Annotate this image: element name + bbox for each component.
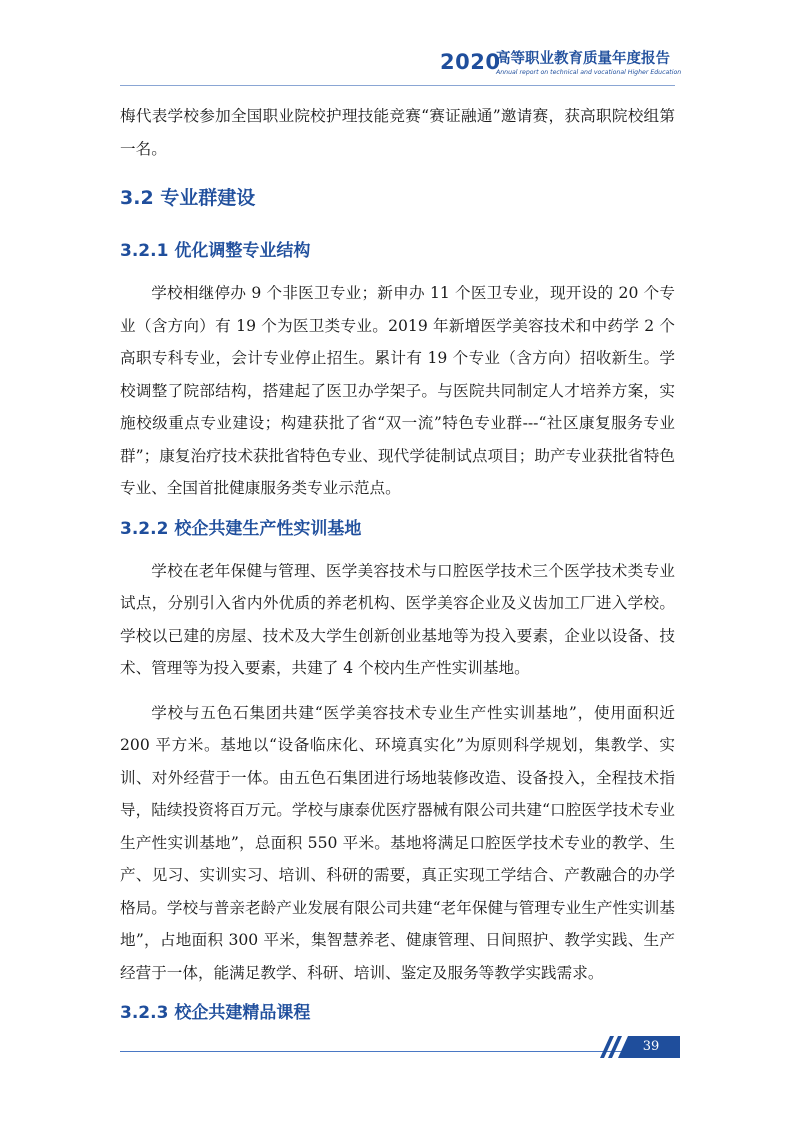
header-title: 高等职业教育质量年度报告 — [496, 51, 670, 67]
intro-paragraph: 梅代表学校参加全国职业院校护理技能竞赛“赛证融通”邀请赛，获高职院校组第一名。 — [120, 107, 675, 158]
subsection-heading-3-2-1: 3.2.1 优化调整专业结构 — [120, 241, 311, 261]
page-number: 39 — [642, 1039, 660, 1054]
subsection-heading-3-2-2: 3.2.2 校企共建生产性实训基地 — [120, 518, 362, 539]
paragraph-3-2-2-b: 学校与五色石集团共建“医学美容技术专业生产性实训基地”，使用面积近 200 平方米。基地以“设备临床化、环境真实化”为原则科学规划，集教学、实训、对外经营于一体。由五色石集团进行场地装修改造、设备投入，全程技术指导，陆续投资将百万元。学校与康泰优医疗器械有限公司共建“口腔医学技术专业生产性实训基地”，总面积 550 平米。基地将满足口腔医学技术专业的教学、生产、见习、实训实习、培训、科研的需要，真正实现工学结合、产教融合的办学格局。学校与普亲老龄产业发展有限公司共建“老年保健与管理专业生产性实训基地”，占地面积 300 平米，集智慧养老、健康管理、日间照护、教学实践、生产经营于一体，能满足教学、科研、培训、鉴定及服务等教学实践需求。 — [120, 703, 675, 982]
header-subtitle: Annual report on technical and vocational Higher Education — [496, 69, 682, 76]
header-year: 2020 — [440, 50, 501, 74]
footer-rule — [120, 1051, 630, 1052]
subsection-heading-3-2-3: 3.2.3 校企共建精品课程 — [120, 1003, 311, 1023]
paragraph-3-2-2-a: 学校在老年保健与管理、医学美容技术与口腔医学技术三个医学技术类专业试点，分别引入省内外优质的养老机构、医学美容企业及义齿加工厂进入学校。学校以已建的房屋、技术及大学生创新创业基地等为投入要素，企业以设备、技术、管理等为投入要素，共建了 4 个校内生产性实训基地。 — [120, 561, 675, 677]
paragraph-3-2-1: 学校相继停办 9 个非医卫专业；新申办 11 个医卫专业，现开设的 20 个专业（含方向）有 19 个为医卫类专业。2019 年新增医学美容技术和中药学 2 个高职专科专业，会计专业停止招生。累计有 19 个专业（含方向）招收新生。学校调整了院部结构，搭建起了医卫办学架子。与医院共同制定人才培养方案，实施校级重点专业建设；构建获批了省“双一流”特色专业群---“社区康复服务专业群”；康复治疗技术获批省特色专业、现代学徒制试点项目；助产专业获批省特色专业、全国首批健康服务类专业示范点。 — [120, 284, 675, 497]
section-heading-3-2: 3.2 专业群建设 — [120, 187, 256, 209]
page-content — [120, 100, 675, 1025]
report-header — [440, 50, 680, 84]
header-divider — [120, 85, 675, 86]
